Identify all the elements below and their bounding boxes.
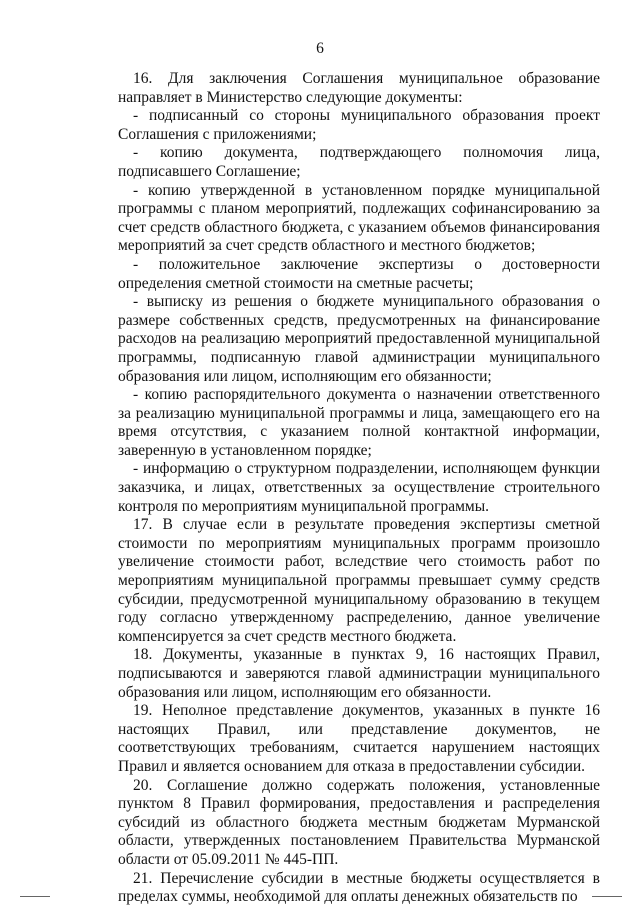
- page-number: 6: [316, 40, 324, 57]
- paragraph-18: 18. Документы, указанные в пунктах 9, 16 настоящих Правил, подписываются и заверяются главой администрации муниципального образования или лицом, исполняющим его обязанности.: [118, 646, 600, 701]
- list-item-customer-info: - информацию о структурном подразделении, исполняющем функции заказчика, и лицах, ответственных за осуществление строительного контроля по мероприятиям муниципальной программы.: [118, 460, 600, 515]
- list-item-authority-copy: - копию документа, подтверждающего полномочия лица, подписавшего Соглашение;: [118, 144, 600, 180]
- paragraph-16: 16. Для заключения Соглашения муниципальное образование направляет в Министерство следующие документы:: [118, 70, 600, 106]
- document-body: [118, 70, 600, 907]
- list-item-expert-conclusion: - положительное заключение экспертизы о достоверности определения сметной стоимости на сметные расчеты;: [118, 255, 600, 292]
- scan-mark-right: [592, 896, 622, 897]
- paragraph-19: 19. Неполное представление документов, указанных в пункте 16 настоящих Правил, или представление документов, не соответствующих требованиям, считается нарушением настоящих Правил и является основанием для отказа в предоставлении субсидии.: [118, 702, 600, 775]
- paragraph-20: 20. Соглашение должно содержать положения, установленные пунктом 8 Правил формирования, предоставления и распределения субсидий из областного бюджета местным бюджетам Мурманской области, утвержденных постановлением Правительства Мурманской области от 05.09.2011 № 445-ПП.: [118, 776, 600, 868]
- list-item-responsible-appointment: - копию распорядительного документа о назначении ответственного за реализацию муниципальной программы и лица, замещающего его на время отсутствия, с указанием полной контактной информации, заверенную в установленном порядке;: [118, 386, 600, 459]
- list-item-budget-extract: - выписку из решения о бюджете муниципального образования о размере собственных средств, предусмотренных на финансирование расходов на реализацию мероприятий предоставленной муниципальной программы, подписанную главой администрации муниципального образования или лицом, исполняющим его обязанности;: [118, 293, 600, 385]
- scan-mark-left: [20, 896, 50, 897]
- list-item-program-copy: - копию утвержденной в установленном порядке муниципальной программы с планом мероприятий, подлежащих софинансированию за счет средств областного бюджета, с указанием объемов финансирования мероприятий за счет средств областного и местного бюджетов;: [118, 181, 600, 255]
- paragraph-21: 21. Перечисление субсидии в местные бюджеты осуществляется в пределах суммы, необходимой для оплаты денежных обязательств по: [118, 869, 600, 906]
- paragraph-17: 17. В случае если в результате проведения экспертизы сметной стоимости по мероприятиям муниципальных программ произошло увеличение стоимости работ, вследствие чего стоимость работ по мероприятиям муниципальной программы превышает сумму средств субсидии, предусмотренной муниципальному образованию в текущем году согласно утвержденному распределению, данное увеличение компенсируется за счет средств местного бюджета.: [118, 516, 600, 645]
- list-item-draft-agreement: - подписанный со стороны муниципального образования проект Соглашения с приложениями;: [118, 107, 600, 143]
